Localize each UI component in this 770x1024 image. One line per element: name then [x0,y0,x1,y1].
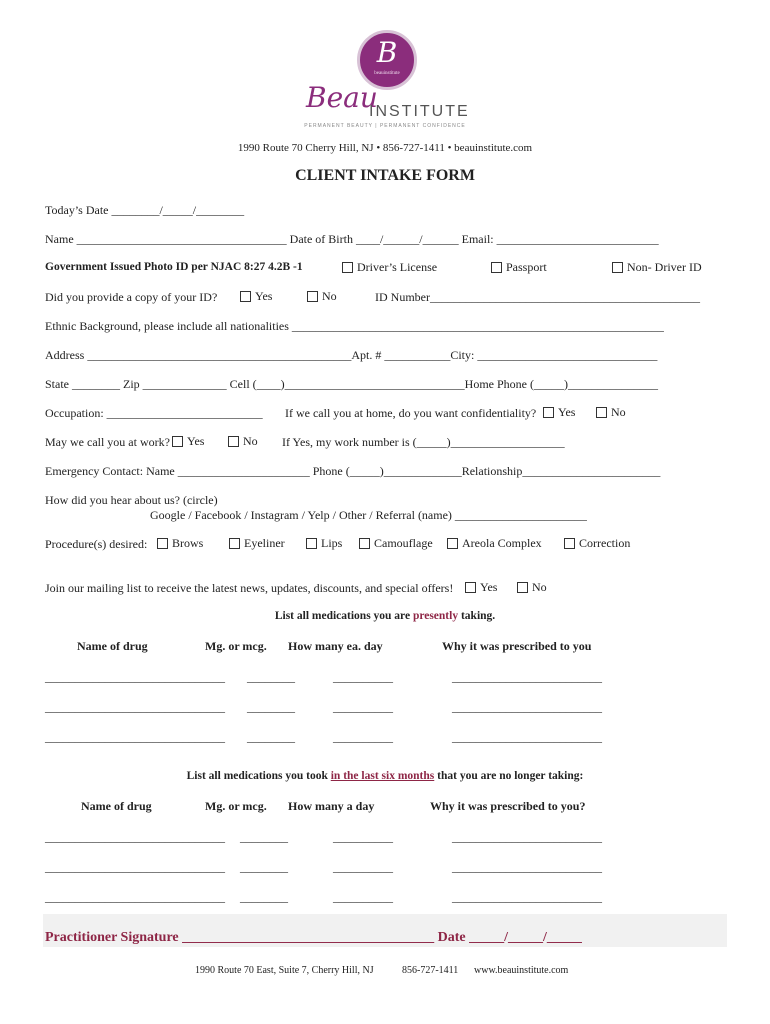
past-row-drug[interactable]: ______________________________ [45,860,225,874]
current-col-dose: Mg. or mcg. [205,639,267,653]
current-row-dose[interactable]: ________ [247,730,295,744]
checkbox-icon [228,436,239,447]
mailing-no-checkbox[interactable]: No [517,581,547,593]
copy-id-no-checkbox[interactable]: No [307,290,337,302]
current-row-dose[interactable]: ________ [247,700,295,714]
hear-about-question: How did you hear about us? (circle) [45,493,218,507]
checkbox-icon [359,538,370,549]
past-row-dose[interactable]: ________ [240,860,288,874]
procedure-camouflage-checkbox[interactable]: Camouflage [359,537,433,549]
checkbox-icon [229,538,240,549]
checkbox-icon [240,291,251,302]
brand-word: INSTITUTE [369,103,470,120]
current-row-frequency[interactable]: __________ [333,670,393,684]
current-row-frequency[interactable]: __________ [333,730,393,744]
past-row-frequency[interactable]: __________ [333,860,393,874]
current-row-reason[interactable]: _________________________ [452,700,602,714]
passport-checkbox[interactable]: Passport [491,261,547,273]
mailing-list-question: Join our mailing list to receive the latest news, updates, discounts, and special offers! [45,581,454,595]
past-row-frequency[interactable]: __________ [333,890,393,904]
checkbox-icon [543,407,554,418]
logo-letter: B [376,36,398,69]
work-number-field[interactable]: If Yes, my work number is (_____)___________________ [282,435,565,449]
copy-id-yes-checkbox[interactable]: Yes [240,290,272,302]
past-row-reason[interactable]: _________________________ [452,860,602,874]
id-number-field[interactable]: ID Number_____________________________________________ [375,290,700,304]
footer-phone: 856-727-1411 [402,965,459,976]
header-address: 1990 Route 70 Cherry Hill, NJ • 856-727-1411 • beauinstitute.com [237,142,533,154]
call-work-yes-checkbox[interactable]: Yes [172,435,204,447]
mailing-yes-checkbox[interactable]: Yes [465,581,497,593]
checkbox-icon [342,262,353,273]
call-work-no-checkbox[interactable]: No [228,435,258,447]
current-row-drug[interactable]: ______________________________ [45,670,225,684]
call-work-question: May we call you at work? [45,435,170,449]
past-row-drug[interactable]: ______________________________ [45,890,225,904]
occupation-field[interactable]: Occupation: __________________________ [45,406,263,420]
procedure-areola-checkbox[interactable]: Areola Complex [447,537,542,549]
checkbox-icon [596,407,607,418]
current-col-drug: Name of drug [77,639,148,653]
current-row-frequency[interactable]: __________ [333,700,393,714]
checkbox-icon [517,582,528,593]
checkbox-icon [491,262,502,273]
past-col-dose: Mg. or mcg. [205,799,267,813]
procedure-brows-checkbox[interactable]: Brows [157,537,203,549]
checkbox-icon [157,538,168,549]
procedure-correction-checkbox[interactable]: Correction [564,537,630,549]
past-row-frequency[interactable]: __________ [333,830,393,844]
address-line[interactable]: Address ____________________________________________Apt. # ___________City: ______________________________ [45,348,658,362]
non-driver-id-checkbox[interactable]: Non- Driver ID [612,261,702,273]
past-col-drug: Name of drug [81,799,152,813]
hear-about-options[interactable]: Google / Facebook / Instagram / Yelp / Other / Referral (name) ______________________ [150,508,587,522]
practitioner-signature-field[interactable]: Practitioner Signature ____________________________________ Date _____/_____/_____ [45,930,582,945]
checkbox-icon [447,538,458,549]
past-col-reason: Why it was prescribed to you? [430,799,586,813]
past-row-reason[interactable]: _________________________ [452,830,602,844]
checkbox-icon [465,582,476,593]
current-col-frequency: How many ea. day [288,639,383,653]
brand-tagline: PERMANENT BEAUTY | PERMANENT CONFIDENCE [304,123,466,129]
brand-script: Beau [306,81,378,114]
procedure-lips-checkbox[interactable]: Lips [306,537,342,549]
checkbox-icon [612,262,623,273]
past-meds-heading: List all medications you took in the last six months that you are no longer taking: [186,770,584,782]
past-row-reason[interactable]: _________________________ [452,890,602,904]
procedure-eyeliner-checkbox[interactable]: Eyeliner [229,537,285,549]
copy-id-question: Did you provide a copy of your ID? [45,290,218,304]
ethnic-background-field[interactable]: Ethnic Background, please include all nationalities ______________________________________________________________ [45,319,664,333]
state-zip-phone-line[interactable]: State ________ Zip ______________ Cell (____)______________________________Home Phone (_____)_______________ [45,377,658,391]
checkbox-icon [306,538,317,549]
emergency-contact-line[interactable]: Emergency Contact: Name ______________________ Phone (_____)_____________Relationship_______________________ [45,464,661,478]
confidential-no-checkbox[interactable]: No [596,406,626,418]
drivers-license-checkbox[interactable]: Driver’s License [342,261,437,273]
current-row-drug[interactable]: ______________________________ [45,730,225,744]
current-row-reason[interactable]: _________________________ [452,670,602,684]
procedures-label: Procedure(s) desired: [45,537,148,551]
todays-date-field[interactable]: Today’s Date ________/_____/________ [45,203,245,217]
past-row-dose[interactable]: ________ [240,830,288,844]
name-dob-email-line[interactable]: Name ___________________________________ Date of Birth ____/______/______ Email: ___________________________ [45,232,659,246]
past-row-drug[interactable]: ______________________________ [45,830,225,844]
current-row-dose[interactable]: ________ [247,670,295,684]
checkbox-icon [172,436,183,447]
confidential-yes-checkbox[interactable]: Yes [543,406,575,418]
current-col-reason: Why it was prescribed to you [442,639,592,653]
current-meds-heading: List all medications you are presently taking. [274,610,496,622]
confidentiality-question: If we call you at home, do you want confidentiality? [285,406,537,420]
form-title: CLIENT INTAKE FORM [295,167,475,184]
footer-address: 1990 Route 70 East, Suite 7, Cherry Hill, NJ [195,965,374,976]
current-row-drug[interactable]: ______________________________ [45,700,225,714]
checkbox-icon [564,538,575,549]
checkbox-icon [307,291,318,302]
past-col-frequency: How many a day [288,799,375,813]
gov-id-label: Government Issued Photo ID per NJAC 8:27 4.2B -1 [45,261,303,273]
footer-website[interactable]: www.beauinstitute.com [474,965,569,976]
current-row-reason[interactable]: _________________________ [452,730,602,744]
logo-subtext: beauinstitute [374,71,400,76]
past-row-dose[interactable]: ________ [240,890,288,904]
